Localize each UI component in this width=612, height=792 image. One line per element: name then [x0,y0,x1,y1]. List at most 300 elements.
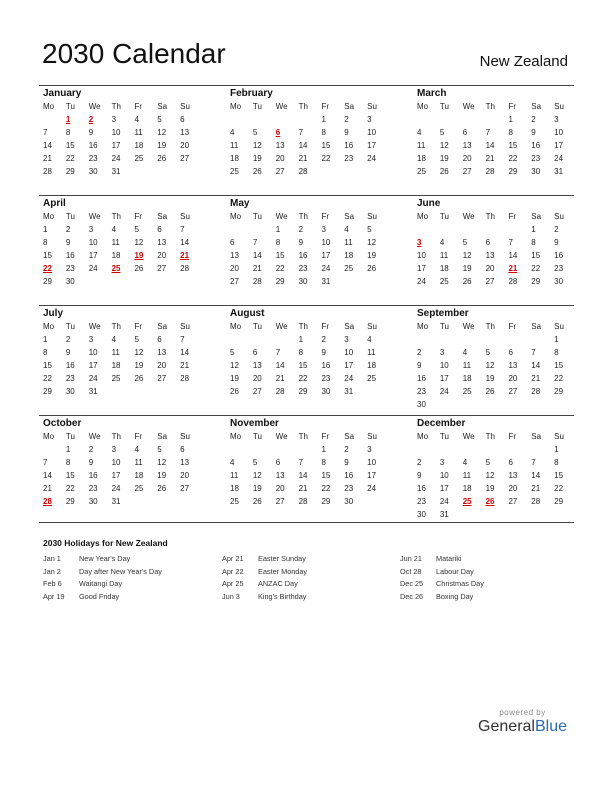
day-cell: 14 [508,251,518,260]
week-row [226,443,386,456]
day-cell: 7 [275,348,281,357]
day-cell: 21 [275,374,285,383]
day-cell: 5 [134,335,139,344]
month-name: June [417,198,441,209]
week-row [39,249,199,262]
day-cell: 26 [252,497,262,506]
day-cell: 28 [531,387,541,396]
weekday-label: Mo [43,212,55,221]
day-cell: 10 [111,128,121,137]
day-cell [527,508,550,521]
day-cell [459,113,482,126]
week-row [39,126,199,139]
day-cell: 18 [134,141,144,150]
day-cell: 6 [275,458,281,467]
day-cell [108,275,131,288]
day-cell: 14 [298,471,308,480]
day-cell: 17 [111,141,121,150]
weekday-label: We [88,102,101,111]
day-cell [504,443,527,456]
weekday-label: Th [298,212,308,221]
day-cell: 9 [344,128,349,137]
brand-general: General [478,718,535,735]
day-cell [459,443,482,456]
day-cell: 29 [508,167,518,176]
day-cell: 6 [157,335,162,344]
weekday-label: Fr [321,212,329,221]
day-cell: 14 [180,238,190,247]
day-cell: 23 [344,154,354,163]
day-cell [413,223,436,236]
day-cell: 26 [157,484,167,493]
day-cell: 28 [508,277,518,286]
day-cell: 23 [417,387,426,396]
week-row [413,469,573,482]
day-cell: 25 [134,154,144,163]
week-row [226,359,386,372]
holiday-day-cell: 6 [275,128,281,137]
day-cell: 27 [508,387,518,396]
week-row [39,372,199,385]
holiday-day-cell: 19 [134,251,144,260]
day-cell [130,385,153,398]
day-cell: 9 [554,238,559,247]
day-cell: 19 [485,374,495,383]
day-cell: 20 [508,484,518,493]
week-row [413,139,573,152]
day-cell: 5 [462,238,468,247]
day-cell: 16 [65,251,75,260]
day-cell [363,385,386,398]
weekday-label: Mo [43,322,55,331]
day-cell: 28 [531,497,541,506]
day-cell [436,443,459,456]
day-cell: 10 [344,348,354,357]
day-cell: 26 [134,264,144,273]
day-cell: 9 [321,348,326,357]
day-cell: 16 [417,374,426,383]
holiday-date: Jun 3 [222,591,240,601]
powered-by-label: powered by [499,708,546,717]
day-cell: 24 [88,264,98,273]
day-cell [153,165,176,178]
week-row [226,482,386,495]
day-cell: 2 [531,115,536,124]
day-cell [340,165,363,178]
week-row [226,333,386,346]
day-cell: 7 [43,128,48,137]
row-divider [39,415,574,416]
weekday-label: Tu [65,212,75,221]
day-cell: 23 [417,497,426,506]
day-cell: 1 [554,335,559,344]
month-march [413,87,573,178]
day-cell: 17 [344,361,354,370]
week-row [39,359,199,372]
weekday-label: Sa [157,432,168,441]
week-row [413,346,573,359]
day-cell [226,333,249,346]
day-cell: 28 [298,497,308,506]
day-cell [363,275,386,288]
week-row [39,495,199,508]
weekday-label: Mo [230,322,242,331]
holiday-item [400,591,580,604]
day-cell [85,275,108,288]
day-cell: 8 [275,238,281,247]
weekday-header [39,210,199,223]
day-cell [272,113,295,126]
day-cell: 18 [111,251,121,260]
month-may [226,197,386,288]
day-cell: 24 [88,374,98,383]
week-row [413,372,573,385]
weekday-label: Fr [321,322,329,331]
day-cell: 21 [180,361,190,370]
day-cell: 6 [508,348,513,357]
day-cell: 14 [531,361,541,370]
day-cell: 31 [344,387,354,396]
day-cell: 6 [462,128,468,137]
day-cell [482,443,505,456]
week-row [226,469,386,482]
day-cell: 3 [88,335,94,344]
day-cell: 17 [439,484,449,493]
day-cell [436,223,459,236]
day-cell: 29 [65,497,75,506]
day-cell: 2 [65,225,71,234]
day-cell: 3 [88,225,94,234]
week-row [39,385,199,398]
month-september [413,307,573,411]
day-cell: 20 [230,264,239,273]
week-row [39,223,199,236]
day-cell: 21 [43,154,52,163]
day-cell: 13 [252,361,262,370]
holiday-list [43,538,583,601]
day-cell: 25 [462,387,472,396]
day-cell: 1 [508,115,513,124]
week-row [413,456,573,469]
day-cell: 1 [43,225,48,234]
month-name: January [43,88,82,99]
day-cell: 11 [111,348,120,357]
weekday-label: Th [111,432,121,441]
day-cell: 10 [321,238,331,247]
day-cell: 8 [554,348,559,357]
day-cell: 2 [417,348,422,357]
day-cell [504,223,527,236]
day-cell: 12 [485,361,495,370]
day-cell: 30 [88,167,98,176]
day-cell: 15 [275,251,285,260]
week-row [226,456,386,469]
day-cell: 15 [43,251,52,260]
day-cell: 12 [134,238,144,247]
day-cell: 15 [321,141,331,150]
day-cell: 24 [439,497,449,506]
day-cell: 28 [298,167,308,176]
weekday-label: We [275,432,288,441]
day-cell: 18 [462,374,472,383]
day-cell: 13 [157,238,167,247]
day-cell: 24 [111,484,121,493]
row-divider [39,522,574,523]
day-cell: 23 [88,154,98,163]
day-cell: 29 [65,167,75,176]
day-cell: 9 [88,458,94,467]
weekday-label: Sa [344,322,355,331]
day-cell: 27 [180,484,190,493]
footer-brand [478,708,567,736]
day-cell: 15 [65,141,75,150]
holiday-item [400,566,580,579]
day-cell [550,398,573,411]
day-cell: 19 [252,154,262,163]
weekday-label: We [275,102,288,111]
day-cell: 31 [88,387,98,396]
day-cell: 26 [252,167,262,176]
day-cell: 20 [275,484,285,493]
day-cell: 16 [344,471,354,480]
day-cell: 27 [252,387,262,396]
holiday-column [43,553,223,603]
holiday-day-cell: 21 [508,264,518,273]
holiday-item [400,553,580,566]
holiday-day-cell: 28 [43,497,52,506]
day-cell: 24 [417,277,426,286]
weekday-label: Th [485,432,495,441]
day-cell: 8 [65,458,71,467]
day-cell: 19 [252,484,262,493]
day-cell: 25 [134,484,144,493]
holiday-day-cell: 22 [43,264,52,273]
day-cell: 13 [462,141,472,150]
weekday-label: Su [554,212,564,221]
day-cell [130,275,153,288]
day-cell: 7 [531,458,536,467]
day-cell [413,113,436,126]
day-cell: 11 [439,251,449,260]
day-cell [130,495,153,508]
day-cell: 29 [554,387,564,396]
day-cell [459,223,482,236]
weekday-label: Fr [134,102,142,111]
day-cell: 22 [554,484,564,493]
day-cell [249,223,272,236]
day-cell: 5 [157,115,162,124]
day-cell: 30 [344,497,354,506]
day-cell [249,443,272,456]
day-cell [482,333,505,346]
holiday-item [43,566,223,579]
holiday-day-cell: 1 [65,115,71,124]
day-cell [413,333,436,346]
month-january [39,87,199,178]
day-cell: 5 [134,225,139,234]
day-cell: 23 [298,264,308,273]
weekday-label: Su [180,212,190,221]
day-cell: 19 [485,484,495,493]
day-cell: 5 [230,348,235,357]
day-cell [527,443,550,456]
holiday-date: Feb 6 [43,579,62,588]
day-cell: 19 [157,141,167,150]
week-row [39,443,199,456]
weekday-label: Fr [508,432,516,441]
day-cell: 18 [230,154,239,163]
day-cell: 19 [367,251,377,260]
day-cell: 3 [321,225,326,234]
holiday-date: Jan 1 [43,554,61,563]
day-cell [504,333,527,346]
day-cell: 14 [485,141,495,150]
day-cell: 4 [462,458,468,467]
weekday-label: Sa [531,212,542,221]
row-divider [39,305,574,306]
day-cell [363,495,386,508]
day-cell: 9 [417,471,422,480]
day-cell: 17 [321,251,331,260]
day-cell: 20 [157,251,167,260]
day-cell: 11 [230,471,239,480]
day-cell: 11 [344,238,353,247]
weekday-label: Th [298,322,308,331]
week-row [39,165,199,178]
day-cell: 12 [157,458,167,467]
weekday-label: Su [554,102,564,111]
day-cell: 29 [554,497,564,506]
day-cell: 11 [462,471,472,480]
day-cell: 2 [88,445,94,454]
day-cell: 5 [367,225,372,234]
day-cell: 26 [367,264,377,273]
weekday-label: Mo [230,102,242,111]
weekday-label: Sa [344,212,355,221]
day-cell: 28 [252,277,262,286]
day-cell: 28 [485,167,495,176]
weekday-label: Mo [417,212,429,221]
day-cell: 17 [417,264,426,273]
weekday-label: Su [367,212,377,221]
holiday-day-cell: 3 [417,238,422,247]
day-cell: 9 [531,128,536,137]
day-cell: 22 [321,154,331,163]
day-cell: 30 [531,167,541,176]
day-cell: 15 [65,471,75,480]
week-row [39,469,199,482]
week-row [413,359,573,372]
day-cell: 10 [367,128,377,137]
day-cell: 26 [230,387,239,396]
day-cell: 17 [111,471,121,480]
day-cell: 3 [367,115,372,124]
day-cell: 17 [439,374,449,383]
day-cell: 2 [298,225,304,234]
day-cell: 24 [344,374,354,383]
weekday-label: Sa [531,322,542,331]
day-cell: 21 [252,264,262,273]
weekday-label: We [88,322,101,331]
weekday-label: Fr [508,102,516,111]
day-cell: 28 [43,167,52,176]
day-cell: 4 [417,128,422,137]
day-cell: 17 [554,141,564,150]
month-august [226,307,386,398]
week-row [226,126,386,139]
day-cell: 6 [252,348,258,357]
day-cell [413,443,436,456]
day-cell: 8 [65,128,71,137]
day-cell: 10 [439,471,449,480]
day-cell: 24 [439,387,449,396]
weekday-header [413,100,573,113]
day-cell: 16 [344,141,354,150]
weekday-label: Fr [134,212,142,221]
day-cell: 20 [275,154,285,163]
brand-logo [478,718,567,736]
day-cell: 31 [111,497,121,506]
weekday-label: Sa [157,322,168,331]
holiday-name: Matariki [436,554,462,563]
day-cell [226,443,249,456]
day-cell: 27 [462,167,472,176]
day-cell [363,165,386,178]
week-row [226,346,386,359]
day-cell: 10 [417,251,426,260]
day-cell: 26 [485,387,495,396]
day-cell: 31 [321,277,331,286]
day-cell: 4 [134,115,139,124]
day-cell: 27 [508,497,518,506]
day-cell: 21 [531,484,541,493]
week-row [226,275,386,288]
day-cell: 23 [321,374,331,383]
day-cell: 12 [367,238,377,247]
day-cell: 13 [508,471,518,480]
day-cell: 1 [321,445,326,454]
day-cell: 22 [531,264,541,273]
day-cell: 15 [554,361,564,370]
holiday-name: Easter Monday [258,566,308,576]
week-row [226,385,386,398]
day-cell: 7 [43,458,48,467]
day-cell: 4 [344,225,349,234]
week-row [39,236,199,249]
week-row [413,152,573,165]
row-divider [39,85,574,86]
weekday-label: Su [554,432,564,441]
holiday-date: Jun 21 [400,554,422,563]
day-cell: 11 [367,348,376,357]
month-october [39,417,199,508]
day-cell [272,443,295,456]
weekday-label: Fr [134,432,142,441]
day-cell: 27 [275,497,285,506]
weekday-label: Fr [321,432,329,441]
day-cell: 26 [439,167,449,176]
day-cell [295,113,318,126]
day-cell: 31 [439,510,449,519]
day-cell: 10 [88,348,98,357]
day-cell: 9 [298,238,304,247]
weekday-label: Sa [531,432,542,441]
day-cell: 27 [275,167,285,176]
day-cell: 9 [65,238,71,247]
day-cell: 24 [367,484,377,493]
day-cell: 4 [134,445,139,454]
day-cell: 6 [508,458,513,467]
